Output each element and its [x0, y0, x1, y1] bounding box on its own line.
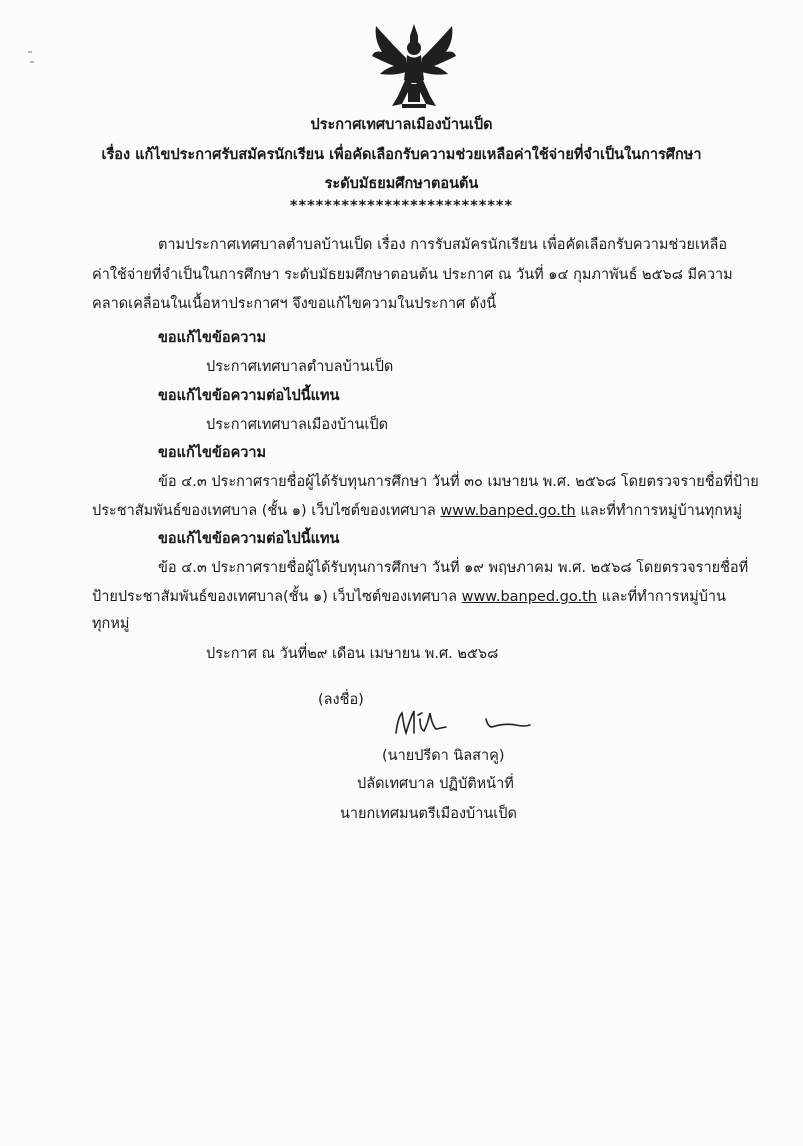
correction2-new-heading: ขอแก้ไขข้อความต่อไปนี้แทน [158, 531, 340, 547]
signer-name: (นายปรีดา นิลสาคู) [382, 748, 505, 764]
correction2-heading: ขอแก้ไขข้อความ [158, 445, 267, 461]
correction2-new-line-2-text: ป้ายประชาสัมพันธ์ของเทศบาล(ชั้น ๑) เว็บไซต์ของเทศบาล [92, 589, 462, 605]
correction2-line-2 [92, 499, 742, 522]
announcement-subject: เรื่อง แก้ไขประกาศรับสมัครนักเรียน เพื่อคัดเลือกรับความช่วยเหลือค่าใช้จ่ายที่จำเป็นในการศึกษา [101, 147, 702, 163]
correction2-new-line-3: ทุกหมู่ [92, 616, 130, 632]
website-link[interactable]: www.banped.go.th [440, 503, 576, 519]
correction1-new-text: ประกาศเทศบาลเมืองบ้านเป็ด [206, 417, 388, 433]
signer-position-1: ปลัดเทศบาล ปฏิบัติหน้าที่ [357, 776, 514, 792]
correction2-line-2-tail: และที่ทำการหมู่บ้านทุกหมู่ [575, 503, 743, 519]
intro-line-3: คลาดเคลื่อนในเนื้อหาประกาศฯ จึงขอแก้ไขความในประกาศ ดังนี้ [92, 296, 497, 312]
correction1-new-heading: ขอแก้ไขข้อความต่อไปนี้แทน [158, 388, 340, 404]
signer-position-2: นายกเทศมนตรีเมืองบ้านเป็ด [340, 806, 517, 822]
website-link-new[interactable]: www.banped.go.th [461, 589, 597, 605]
correction2-line-2-text: ประชาสัมพันธ์ของเทศบาล (ชั้น ๑) เว็บไซต์ของเทศบาล [92, 503, 441, 519]
announcement-date: ประกาศ ณ วันที่๒๙ เดือน เมษายน พ.ศ. ๒๕๖๘ [206, 646, 499, 662]
garuda-emblem-icon [368, 22, 460, 112]
announcement-level: ระดับมัธยมศึกษาตอนต้น [324, 176, 479, 192]
correction2-new-line-2-tail: และที่ทำการหมู่บ้าน [596, 589, 726, 605]
correction1-heading: ขอแก้ไขข้อความ [158, 330, 267, 346]
intro-line-1: ตามประกาศเทศบาลตำบลบ้านเป็ด เรื่อง การรับสมัครนักเรียน เพื่อคัดเลือกรับความช่วยเหลือ [158, 237, 728, 253]
announcement-title: ประกาศเทศบาลเมืองบ้านเป็ด [310, 117, 493, 133]
title-divider: ************************** [289, 198, 514, 214]
correction2-new-line-2 [92, 585, 726, 608]
sign-label: (ลงชื่อ) [318, 692, 364, 708]
margin-mark [26, 48, 40, 68]
correction2-new-line-1: ข้อ ๔.๓ ประกาศรายชื่อผู้ได้รับทุนการศึกษา วันที่ ๑๙ พฤษภาคม พ.ศ. ๒๕๖๘ โดยตรวจรายชื่อที่ [158, 560, 749, 576]
correction2-line-1: ข้อ ๔.๓ ประกาศรายชื่อผู้ได้รับทุนการศึกษา วันที่ ๓๐ เมษายน พ.ศ. ๒๕๖๘ โดยตรวจรายชื่อที่ป้าย [158, 474, 759, 490]
intro-line-2: ค่าใช้จ่ายที่จำเป็นในการศึกษา ระดับมัธยมศึกษาตอนต้น ประกาศ ณ วันที่ ๑๔ กุมภาพันธ์ ๒๕๖๘ มีความ [92, 267, 733, 283]
handwritten-signature [392, 705, 532, 737]
correction1-text: ประกาศเทศบาลตำบลบ้านเป็ด [206, 359, 394, 375]
